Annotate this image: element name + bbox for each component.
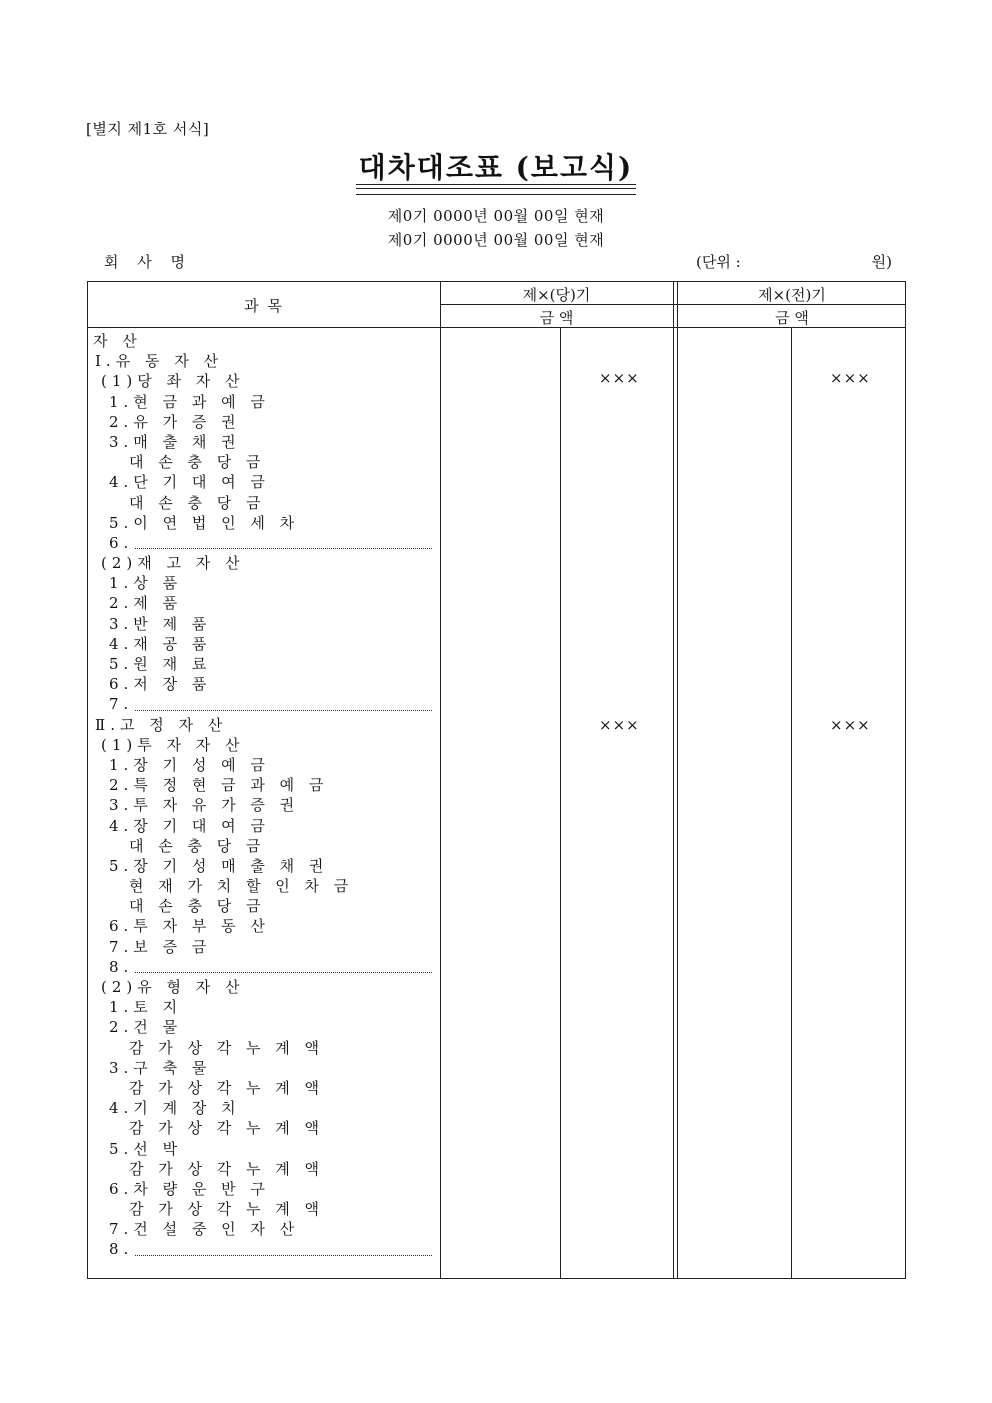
account-row bbox=[91, 1179, 437, 1199]
account-label: 1.토 지 bbox=[109, 998, 183, 1017]
account-label: 감 가 상 각 누 계 액 bbox=[129, 1159, 325, 1178]
current-quick-assets-amount: ××× bbox=[599, 369, 640, 387]
current-fixed-assets-amount: ××× bbox=[599, 716, 640, 734]
account-row bbox=[91, 513, 437, 533]
account-label: 7. bbox=[109, 695, 134, 714]
account-label: (2)유 형 자 산 bbox=[101, 978, 245, 996]
account-label: 3.구 축 물 bbox=[109, 1058, 212, 1077]
account-row bbox=[91, 614, 437, 634]
account-label: 1.상 품 bbox=[109, 574, 183, 593]
balance-sheet-table bbox=[87, 281, 906, 1279]
account-label: Ⅰ.유 동 자 산 bbox=[95, 352, 223, 371]
account-row bbox=[91, 916, 437, 936]
account-row bbox=[91, 977, 437, 997]
period-current: 제0기 0000년 00월 00일 현재 bbox=[387, 207, 605, 225]
account-row bbox=[91, 1078, 437, 1098]
previous-period-header: 제×(전)기 bbox=[758, 286, 826, 304]
dotted-leader bbox=[135, 548, 432, 549]
account-row bbox=[91, 351, 437, 371]
account-label: 6.차 량 운 반 구 bbox=[109, 1179, 270, 1198]
account-label: 8. bbox=[109, 957, 134, 976]
previous-amount-header: 금 액 bbox=[775, 309, 809, 327]
account-label: 7.보 증 금 bbox=[109, 937, 212, 956]
account-label: 3.투 자 유 가 증 권 bbox=[109, 796, 300, 815]
account-label: 감 가 상 각 누 계 액 bbox=[129, 1078, 325, 1097]
account-row-blank bbox=[91, 957, 437, 977]
account-label: 대 손 충 당 금 bbox=[129, 897, 266, 916]
account-label: 4.재 공 품 bbox=[109, 634, 212, 653]
account-row bbox=[91, 715, 437, 735]
account-label: 5.선 박 bbox=[109, 1139, 183, 1158]
account-label: 3.반 제 품 bbox=[109, 614, 212, 633]
account-label: 1.장 기 성 예 금 bbox=[109, 755, 270, 774]
account-label: Ⅱ.고 정 자 산 bbox=[95, 715, 228, 734]
account-row bbox=[91, 997, 437, 1017]
account-label: 5.장 기 성 매 출 채 권 bbox=[109, 856, 329, 875]
period-previous: 제0기 0000년 00월 00일 현재 bbox=[387, 231, 605, 249]
account-label: 감 가 상 각 누 계 액 bbox=[129, 1038, 325, 1057]
form-label: [별지 제1호 서식] bbox=[86, 120, 210, 138]
account-label: 2.건 물 bbox=[109, 1018, 183, 1037]
document-title: 대차대조표 (보고식) bbox=[358, 151, 634, 184]
account-label: 6.투 자 부 동 산 bbox=[109, 917, 270, 936]
account-row bbox=[91, 876, 437, 896]
account-row bbox=[91, 634, 437, 654]
account-row-blank bbox=[91, 694, 437, 714]
account-row bbox=[91, 1199, 437, 1219]
account-row bbox=[91, 452, 437, 472]
col-divider-period-b bbox=[677, 282, 678, 1278]
account-row bbox=[91, 392, 437, 412]
account-label: 대 손 충 당 금 bbox=[129, 836, 266, 855]
account-row bbox=[91, 1139, 437, 1159]
account-row bbox=[91, 472, 437, 492]
account-row-blank bbox=[91, 1239, 437, 1259]
previous-quick-assets-amount: ××× bbox=[830, 369, 871, 387]
title-double-underline bbox=[356, 184, 636, 195]
account-row bbox=[91, 1098, 437, 1118]
account-row bbox=[91, 1219, 437, 1239]
account-label: (2)재 고 자 산 bbox=[101, 554, 245, 573]
account-row bbox=[91, 836, 437, 856]
account-label: 4.기 계 장 치 bbox=[109, 1099, 241, 1118]
account-column-header: 과 목 bbox=[244, 297, 284, 315]
account-label: 2.제 품 bbox=[109, 594, 183, 613]
account-label: 7.건 설 중 인 자 산 bbox=[109, 1220, 300, 1239]
account-row bbox=[91, 1017, 437, 1037]
account-row bbox=[91, 331, 437, 351]
account-label: 4.단 기 대 여 금 bbox=[109, 473, 270, 492]
account-label: 대 손 충 당 금 bbox=[129, 453, 266, 472]
account-label: (1)당 좌 자 산 bbox=[101, 372, 245, 391]
account-label: 2.특 정 현 금 과 예 금 bbox=[109, 776, 329, 795]
account-row bbox=[91, 493, 437, 513]
account-row bbox=[91, 856, 437, 876]
account-label: 감 가 상 각 누 계 액 bbox=[129, 1200, 325, 1219]
account-label: 5.원 재 료 bbox=[109, 655, 212, 673]
account-row bbox=[91, 593, 437, 613]
account-label: 8. bbox=[109, 1240, 134, 1259]
company-name-label: 회 사 명 bbox=[104, 253, 193, 271]
account-row bbox=[91, 553, 437, 573]
account-row bbox=[91, 674, 437, 694]
account-label: 3.매 출 채 권 bbox=[109, 432, 241, 451]
account-label: 자 산 bbox=[93, 332, 142, 350]
account-label: 6. bbox=[109, 533, 134, 552]
dotted-leader bbox=[135, 710, 432, 711]
account-label: 6.저 장 품 bbox=[109, 675, 212, 694]
unit-label bbox=[696, 251, 892, 272]
current-period-header: 제×(당)기 bbox=[522, 286, 591, 304]
account-row bbox=[91, 371, 437, 391]
account-label: 1.현 금 과 예 금 bbox=[109, 392, 270, 411]
account-item-list bbox=[91, 331, 437, 1260]
account-row bbox=[91, 775, 437, 795]
account-row bbox=[91, 755, 437, 775]
col-divider-period-a bbox=[673, 282, 674, 1278]
col-divider-account bbox=[440, 282, 441, 1278]
dotted-leader bbox=[135, 1255, 432, 1256]
account-row bbox=[91, 412, 437, 432]
account-row bbox=[91, 1118, 437, 1138]
current-amount-header: 금 액 bbox=[539, 309, 574, 327]
account-row bbox=[91, 573, 437, 593]
account-label: 대 손 충 당 금 bbox=[129, 493, 266, 512]
account-label: 현 재 가 치 할 인 차 금 bbox=[129, 877, 354, 896]
unit-suffix: 원) bbox=[871, 253, 892, 271]
previous-fixed-assets-amount: ××× bbox=[830, 716, 871, 734]
account-row bbox=[91, 937, 437, 957]
dotted-leader bbox=[135, 972, 432, 973]
account-row bbox=[91, 1159, 437, 1179]
account-row bbox=[91, 1038, 437, 1058]
col-divider-current-inner bbox=[560, 327, 561, 1278]
account-row bbox=[91, 816, 437, 836]
account-row bbox=[91, 432, 437, 452]
account-row bbox=[91, 795, 437, 815]
account-label: 감 가 상 각 누 계 액 bbox=[129, 1119, 325, 1138]
account-label: 4.장 기 대 여 금 bbox=[109, 816, 270, 835]
account-row-blank bbox=[91, 533, 437, 553]
unit-text: (단위 : bbox=[696, 253, 741, 271]
account-label: (1)투 자 자 산 bbox=[101, 735, 245, 754]
account-row bbox=[91, 896, 437, 916]
account-label: 5.이 연 법 인 세 차 bbox=[109, 513, 300, 532]
account-row bbox=[91, 654, 437, 674]
col-divider-previous-inner bbox=[791, 327, 792, 1278]
account-row bbox=[91, 735, 437, 755]
account-row bbox=[91, 1058, 437, 1078]
account-label: 2.유 가 증 권 bbox=[109, 412, 241, 431]
